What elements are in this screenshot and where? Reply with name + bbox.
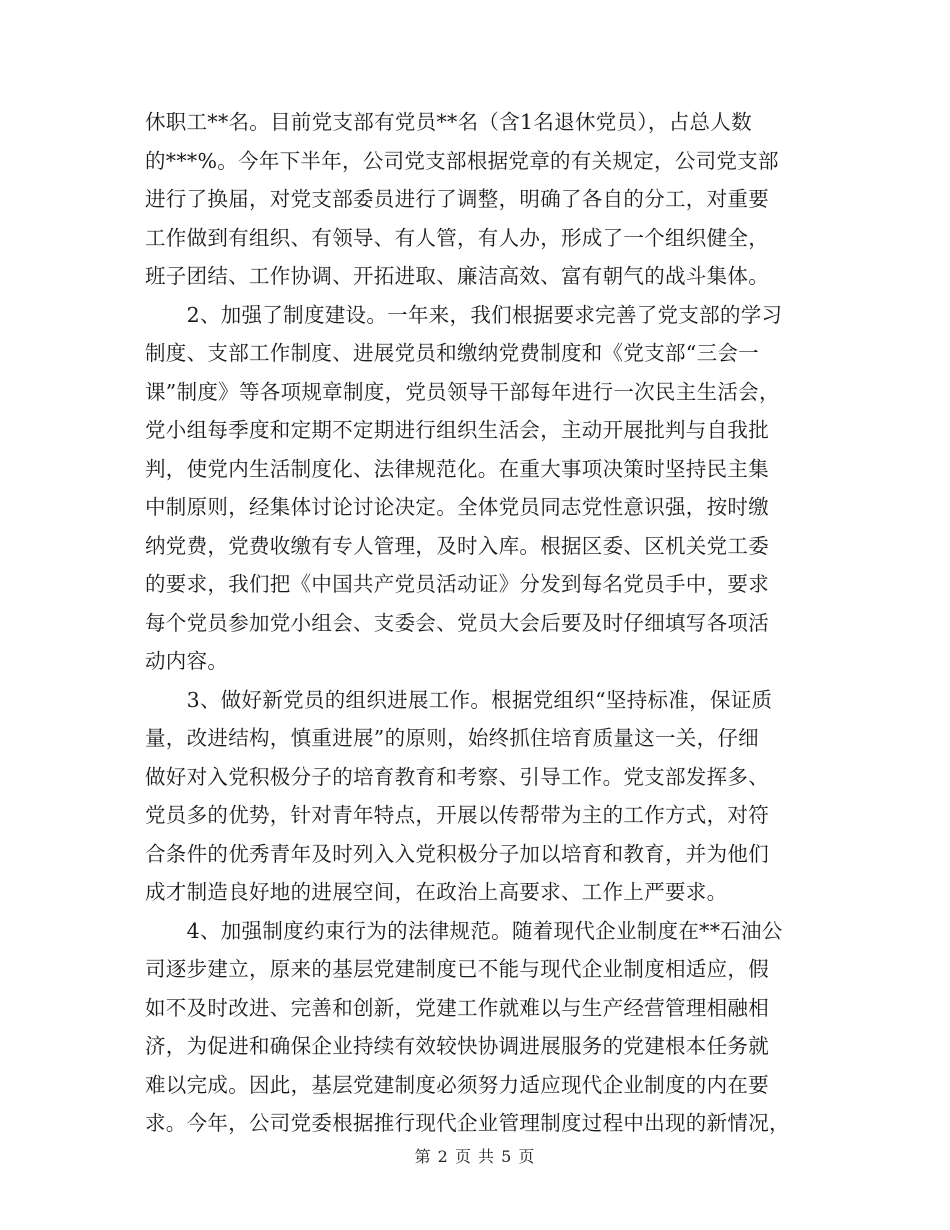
text-line: 求。今年，公司党委根据推行现代企业管理制度过程中出现的新情况， [145, 1111, 790, 1135]
text-line: 党小组每季度和定期不定期进行组织生活会，主动开展批判与自我批 [145, 418, 769, 442]
text-line: 制度、支部工作制度、进展党员和缴纳党费制度和《党支部“三会一 [145, 341, 759, 365]
text-line: 课”制度》等各项规章制度，党员领导干部每年进行一次民主生活会， [145, 379, 780, 404]
text-line: 如不及时改进、完善和创新，党建工作就难以与生产经营管理相融相 [145, 995, 769, 1020]
text-line: 济，为促进和确保企业持续有效较快协调进展服务的党建根本任务就 [145, 1034, 769, 1058]
text-line: 进行了换届，对党支部委员进行了调整，明确了各自的分工，对重要 [145, 187, 769, 211]
text-line: 成才制造良好地的进展空间，在政治上高要求、工作上严要求。 [145, 880, 728, 904]
text-line: 难以完成。因此，基层党建制度必须努力适应现代企业制度的内在要 [145, 1072, 769, 1097]
page-footer: 第 2 页 共 5 页 [414, 1147, 536, 1166]
text-line: 量，改进结构，慎重进展”的原则，始终抓住培育质量这一关，仔细 [145, 726, 759, 750]
text-line: 党员多的优势，针对青年特点，开展以传帮带为主的工作方式，对符 [145, 803, 769, 827]
text-line: 2、加强了制度建设。一年来，我们根据要求完善了党支部的学习 [145, 302, 783, 327]
body-text [145, 103, 805, 1143]
text-line: 司逐步建立，原来的基层党建制度已不能与现代企业制度相适应，假 [145, 957, 769, 981]
text-line: 休职工**名。目前党支部有党员**名（含1名退休党员），占总人数 [145, 110, 752, 134]
text-line: 工作做到有组织、有领导、有人管，有人办，形成了一个组织健全， [145, 225, 769, 250]
text-line: 中制原则，经集体讨论讨论决定。全体党员同志党性意识强，按时缴 [145, 495, 769, 519]
text-line: 动内容。 [145, 649, 229, 673]
text-line: 的***%。今年下半年，公司党支部根据党章的有关规定，公司党支部 [145, 148, 779, 173]
text-line: 判，使党内生活制度化、法律规范化。在重大事项决策时坚持民主集 [145, 456, 769, 481]
text-line: 纳党费，党费收缴有专人管理，及时入库。根据区委、区机关党工委 [145, 533, 769, 558]
text-line: 合条件的优秀青年及时列入入党积极分子加以培育和教育，并为他们 [145, 841, 769, 866]
text-line: 的要求，我们把《中国共产党员活动证》分发到每名党员手中，要求 [145, 572, 769, 596]
text-line: 4、加强制度约束行为的法律规范。随着现代企业制度在**石油公 [145, 918, 783, 943]
text-line: 3、做好新党员的组织进展工作。根据党组织“坚持标准，保证质 [145, 687, 773, 712]
text-line: 每个党员参加党小组会、支委会、党员大会后要及时仔细填写各项活 [145, 610, 769, 635]
text-line: 班子团结、工作协调、开拓进取、廉洁高效、富有朝气的战斗集体。 [145, 264, 769, 288]
text-line: 做好对入党积极分子的培育教育和考察、引导工作。党支部发挥多、 [145, 764, 769, 789]
